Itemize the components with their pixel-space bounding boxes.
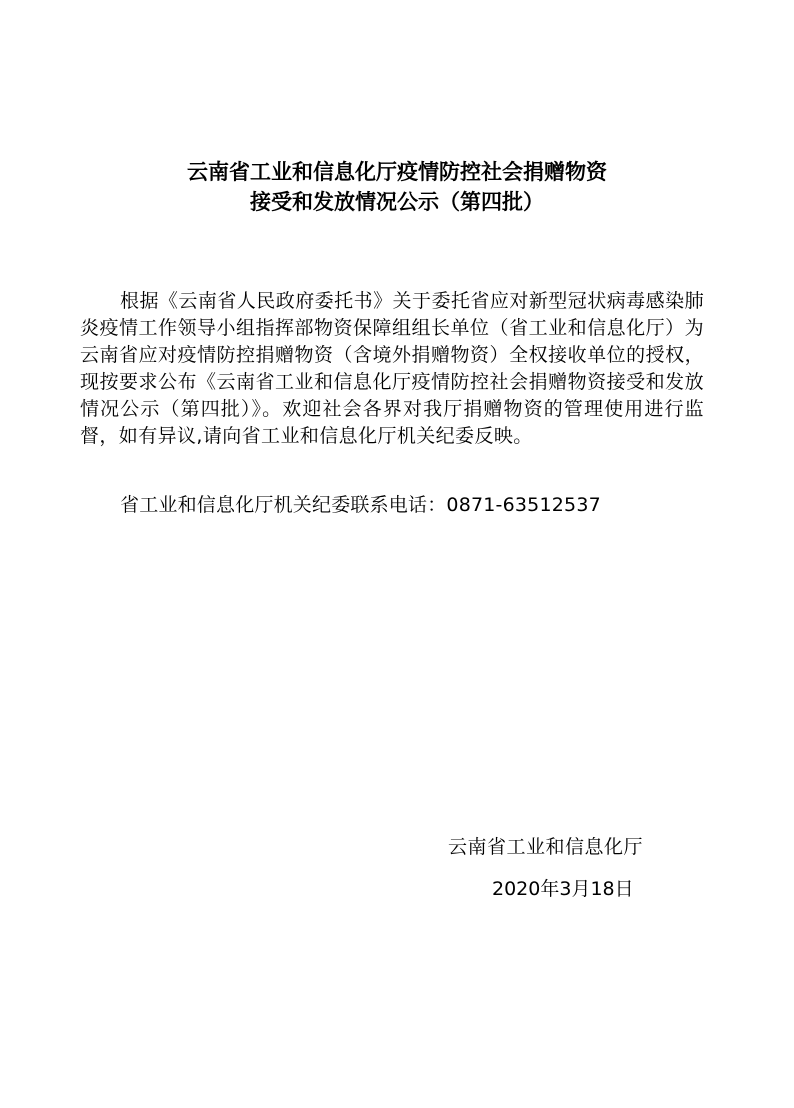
signature-date: 2020年3月18日 [492,878,634,900]
document-title-line-2: 接受和发放情况公示（第四批） [250,189,544,214]
contact-phone-line: 省工业和信息化厅机关纪委联系电话：0871-63512537 [120,494,601,516]
main-paragraph: 根据《云南省人民政府委托书》关于委托省应对新型冠状病毒感染肺炎疫情工作领导小组指挥部物资保障组组长单位（省工业和信息化厅）为云南省应对疫情防控捐赠物资（含境外捐赠物资）全权接收单位的授权，现按要求公布《云南省工业和信息化厅疫情防控社会捐赠物资接受和发放情况公示（第四批）》。欢迎社会各界对我厅捐赠物资的管理使用进行监督，如有异议,请向省工业和信息化厅机关纪委反映。 [80,290,704,447]
signature-organization: 云南省工业和信息化厅 [448,836,644,858]
document-title-line-1: 云南省工业和信息化厅疫情防控社会捐赠物资 [187,159,607,184]
